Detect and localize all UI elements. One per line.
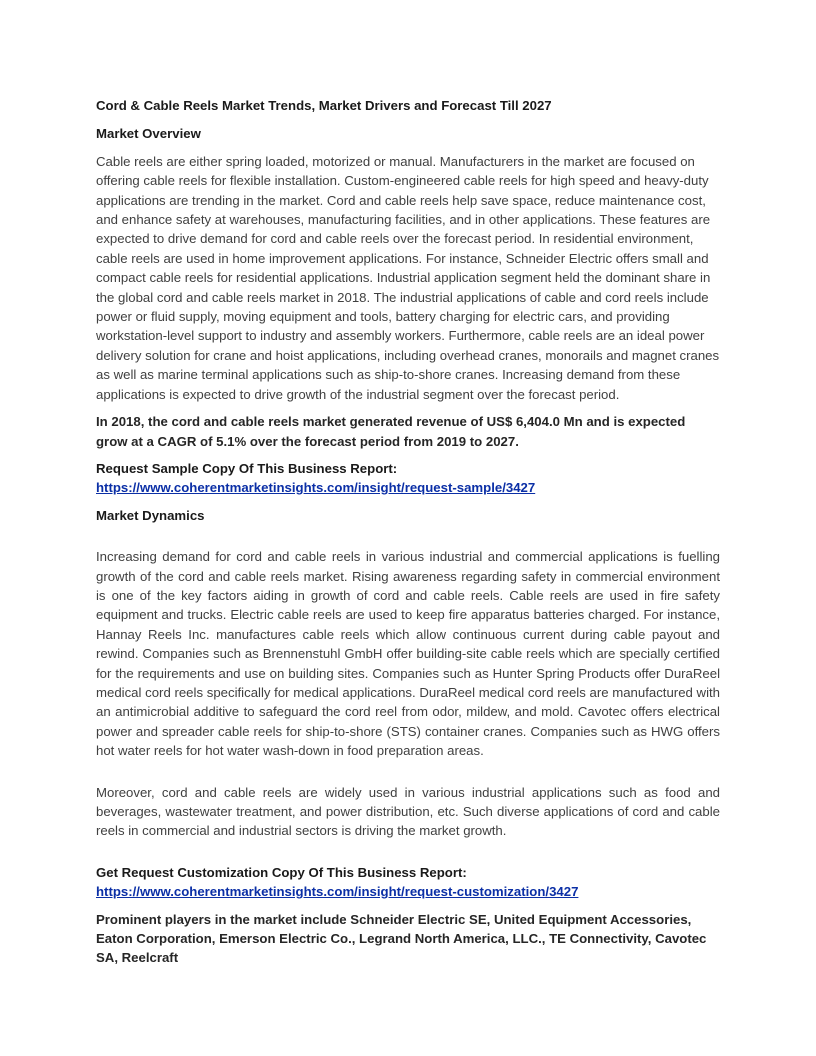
overview-heading: Market Overview xyxy=(96,126,201,142)
customization-request-block xyxy=(96,863,720,902)
document-title: Cord & Cable Reels Market Trends, Market Drivers and Forecast Till 2027 xyxy=(96,98,552,113)
players-paragraph: Prominent players in the market include Schneider Electric SE, United Equipment Accessories, Eaton Corporation, Emerson Electric Co., Legrand North America, LLC., TE Connectivity, Cavotec SA, Reelcraft xyxy=(96,911,707,966)
sample-request-link[interactable]: https://www.coherentmarketinsights.com/insight/request-sample/3427 xyxy=(96,480,536,496)
spacer xyxy=(96,849,720,863)
spacer xyxy=(96,769,720,783)
customization-request-link[interactable]: https://www.coherentmarketinsights.com/insight/request-customization/3427 xyxy=(96,884,579,900)
dynamics-paragraph-2: Moreover, cord and cable reels are widely used in various industrial applications such as food and beverages, wastewater treatment, and power distribution, etc. Such diverse applications of cord and cable reels in commercial and industrial sectors is driving the market growth. xyxy=(96,784,720,839)
revenue-paragraph: In 2018, the cord and cable reels market generated revenue of US$ 6,404.0 Mn and is expected grow at a CAGR of 5.1% over the forecast period from 2019 to 2027. xyxy=(96,414,686,449)
dynamics-paragraph-1: Increasing demand for cord and cable reels in various industrial and commercial applications is fuelling growth of the cord and cable reels market. Rising awareness regarding safety in commercial environment is one of the key factors aiding in growth of cord and cable reels. Cable reels are used in fire safety equipment and trucks. Electric cable reels are used to keep fire apparatus batteries charged. For instance, Hannay Reels Inc. manufactures cable reels which allow continuous current during cable payout and rewind. Companies such as Brennenstuhl GmbH offer building-site cable reels which are specially certified for the requirements and use on building sites. Companies such as Hunter Spring Products offer DuraReel medical cord reels specifically for medical applications. DuraReel medical cord reels are manufactured with an antimicrobial additive to safeguard the cord reel from odor, mildew, and mold. Cavotec offers electrical power and spreader cable reels for ship-to-shore (STS) container cranes. Companies such as HWG offers hot water reels for hot water wash-down in food preparation areas. xyxy=(96,549,720,759)
customization-request-label: Get Request Customization Copy Of This Business Report: xyxy=(96,864,467,880)
spacer xyxy=(96,533,720,547)
overview-paragraph: Cable reels are either spring loaded, motorized or manual. Manufacturers in the market are focused on offering cable reels for flexible installation. Custom-engineered cable reels for high speed and heavy-duty applications are trending in the market. Cord and cable reels help save space, reduce maintenance cost, and enhance safety at warehouses, manufacturing facilities, and in other applications. These features are expected to drive demand for cord and cable reels over the forecast period. In residential environment, cable reels are used in home improvement applications. For instance, Schneider Electric offers small and compact cable reels for residential applications. Industrial application segment held the dominant share in the global cord and cable reels market in 2018. The industrial applications of cable and cord reels include power or fluid supply, moving equipment and tools, battery charging for electric cars, and providing workstation-level support to industry and assembly workers. Furthermore, cable reels are an ideal power delivery solution for crane and hoist applications, including overhead cranes, monorails and magnet cranes as well as marine terminal applications such as ship-to-shore cranes. Increasing demand from these applications is expected to drive growth of the industrial segment over the forecast period. xyxy=(96,153,720,402)
dynamics-heading: Market Dynamics xyxy=(96,507,205,523)
sample-request-label: Request Sample Copy Of This Business Report: xyxy=(96,460,398,476)
document-page xyxy=(96,96,720,976)
sample-request-block xyxy=(96,459,720,498)
